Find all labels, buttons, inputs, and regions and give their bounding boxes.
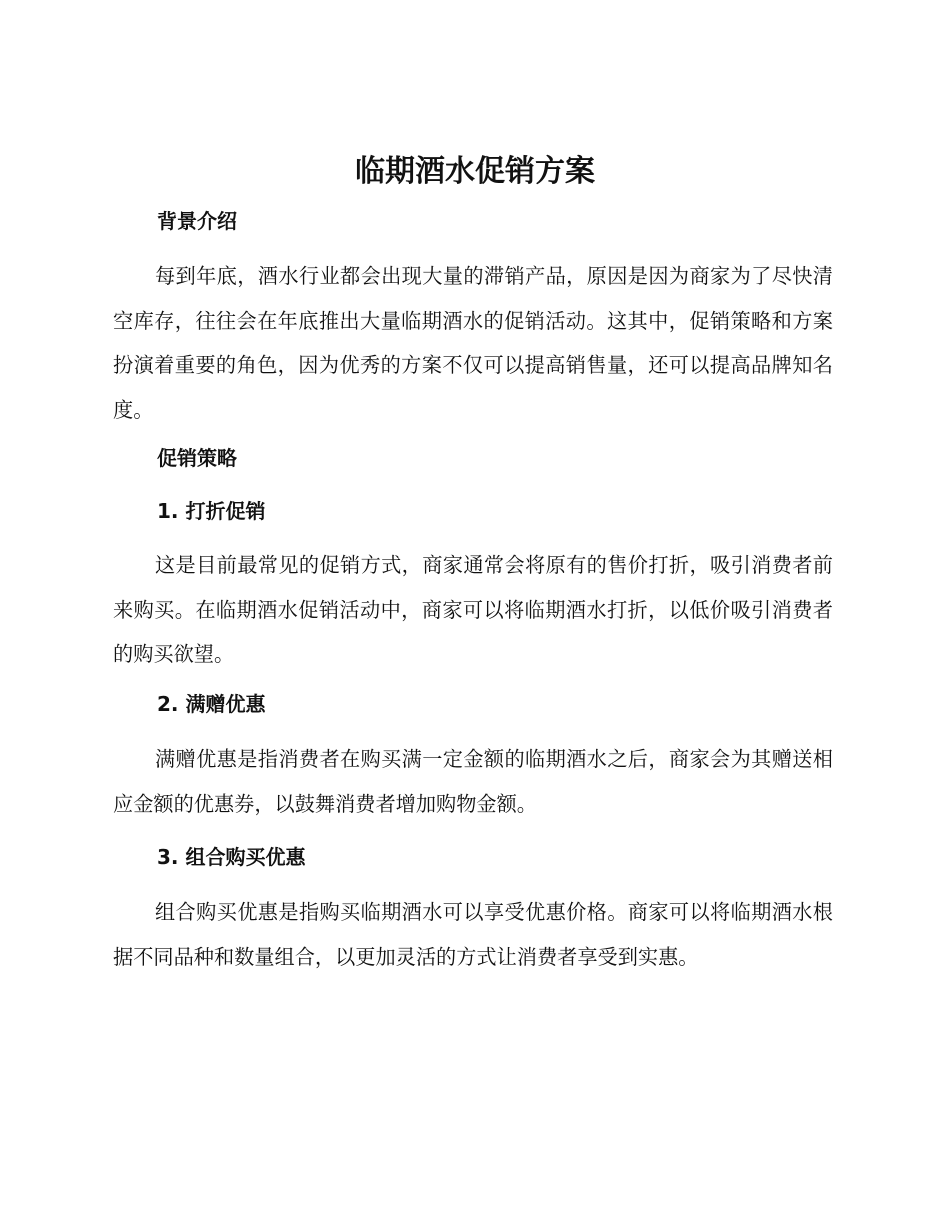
paragraph-bundle: 组合购买优惠是指购买临期酒水可以享受优惠价格。商家可以将临期酒水根据不同品种和数量组合，以更加灵活的方式让消费者享受到实惠。 [113,900,833,969]
document-title: 临期酒水促销方案 [355,154,595,189]
subheading-discount: 1. 打折促销 [157,499,266,523]
section-heading-background: 背景介绍 [157,209,237,233]
subheading-spend-gift: 2. 满赠优惠 [157,692,266,716]
paragraph-discount: 这是目前最常见的促销方式，商家通常会将原有的售价打折，吸引消费者前来购买。在临期酒水促销活动中，商家可以将临期酒水打折，以低价吸引消费者的购买欲望。 [113,553,833,666]
section-heading-strategy: 促销策略 [157,446,237,470]
paragraph-spend-gift: 满赠优惠是指消费者在购买满一定金额的临期酒水之后，商家会为其赠送相应金额的优惠券，以鼓舞消费者增加购物金额。 [113,747,833,816]
paragraph-background: 每到年底，酒水行业都会出现大量的滞销产品，原因是因为商家为了尽快清空库存，往往会在年底推出大量临期酒水的促销活动。这其中，促销策略和方案扮演着重要的角色，因为优秀的方案不仅可以提高销售量，还可以提高品牌知名度。 [113,264,833,422]
subheading-bundle: 3. 组合购买优惠 [157,845,306,869]
